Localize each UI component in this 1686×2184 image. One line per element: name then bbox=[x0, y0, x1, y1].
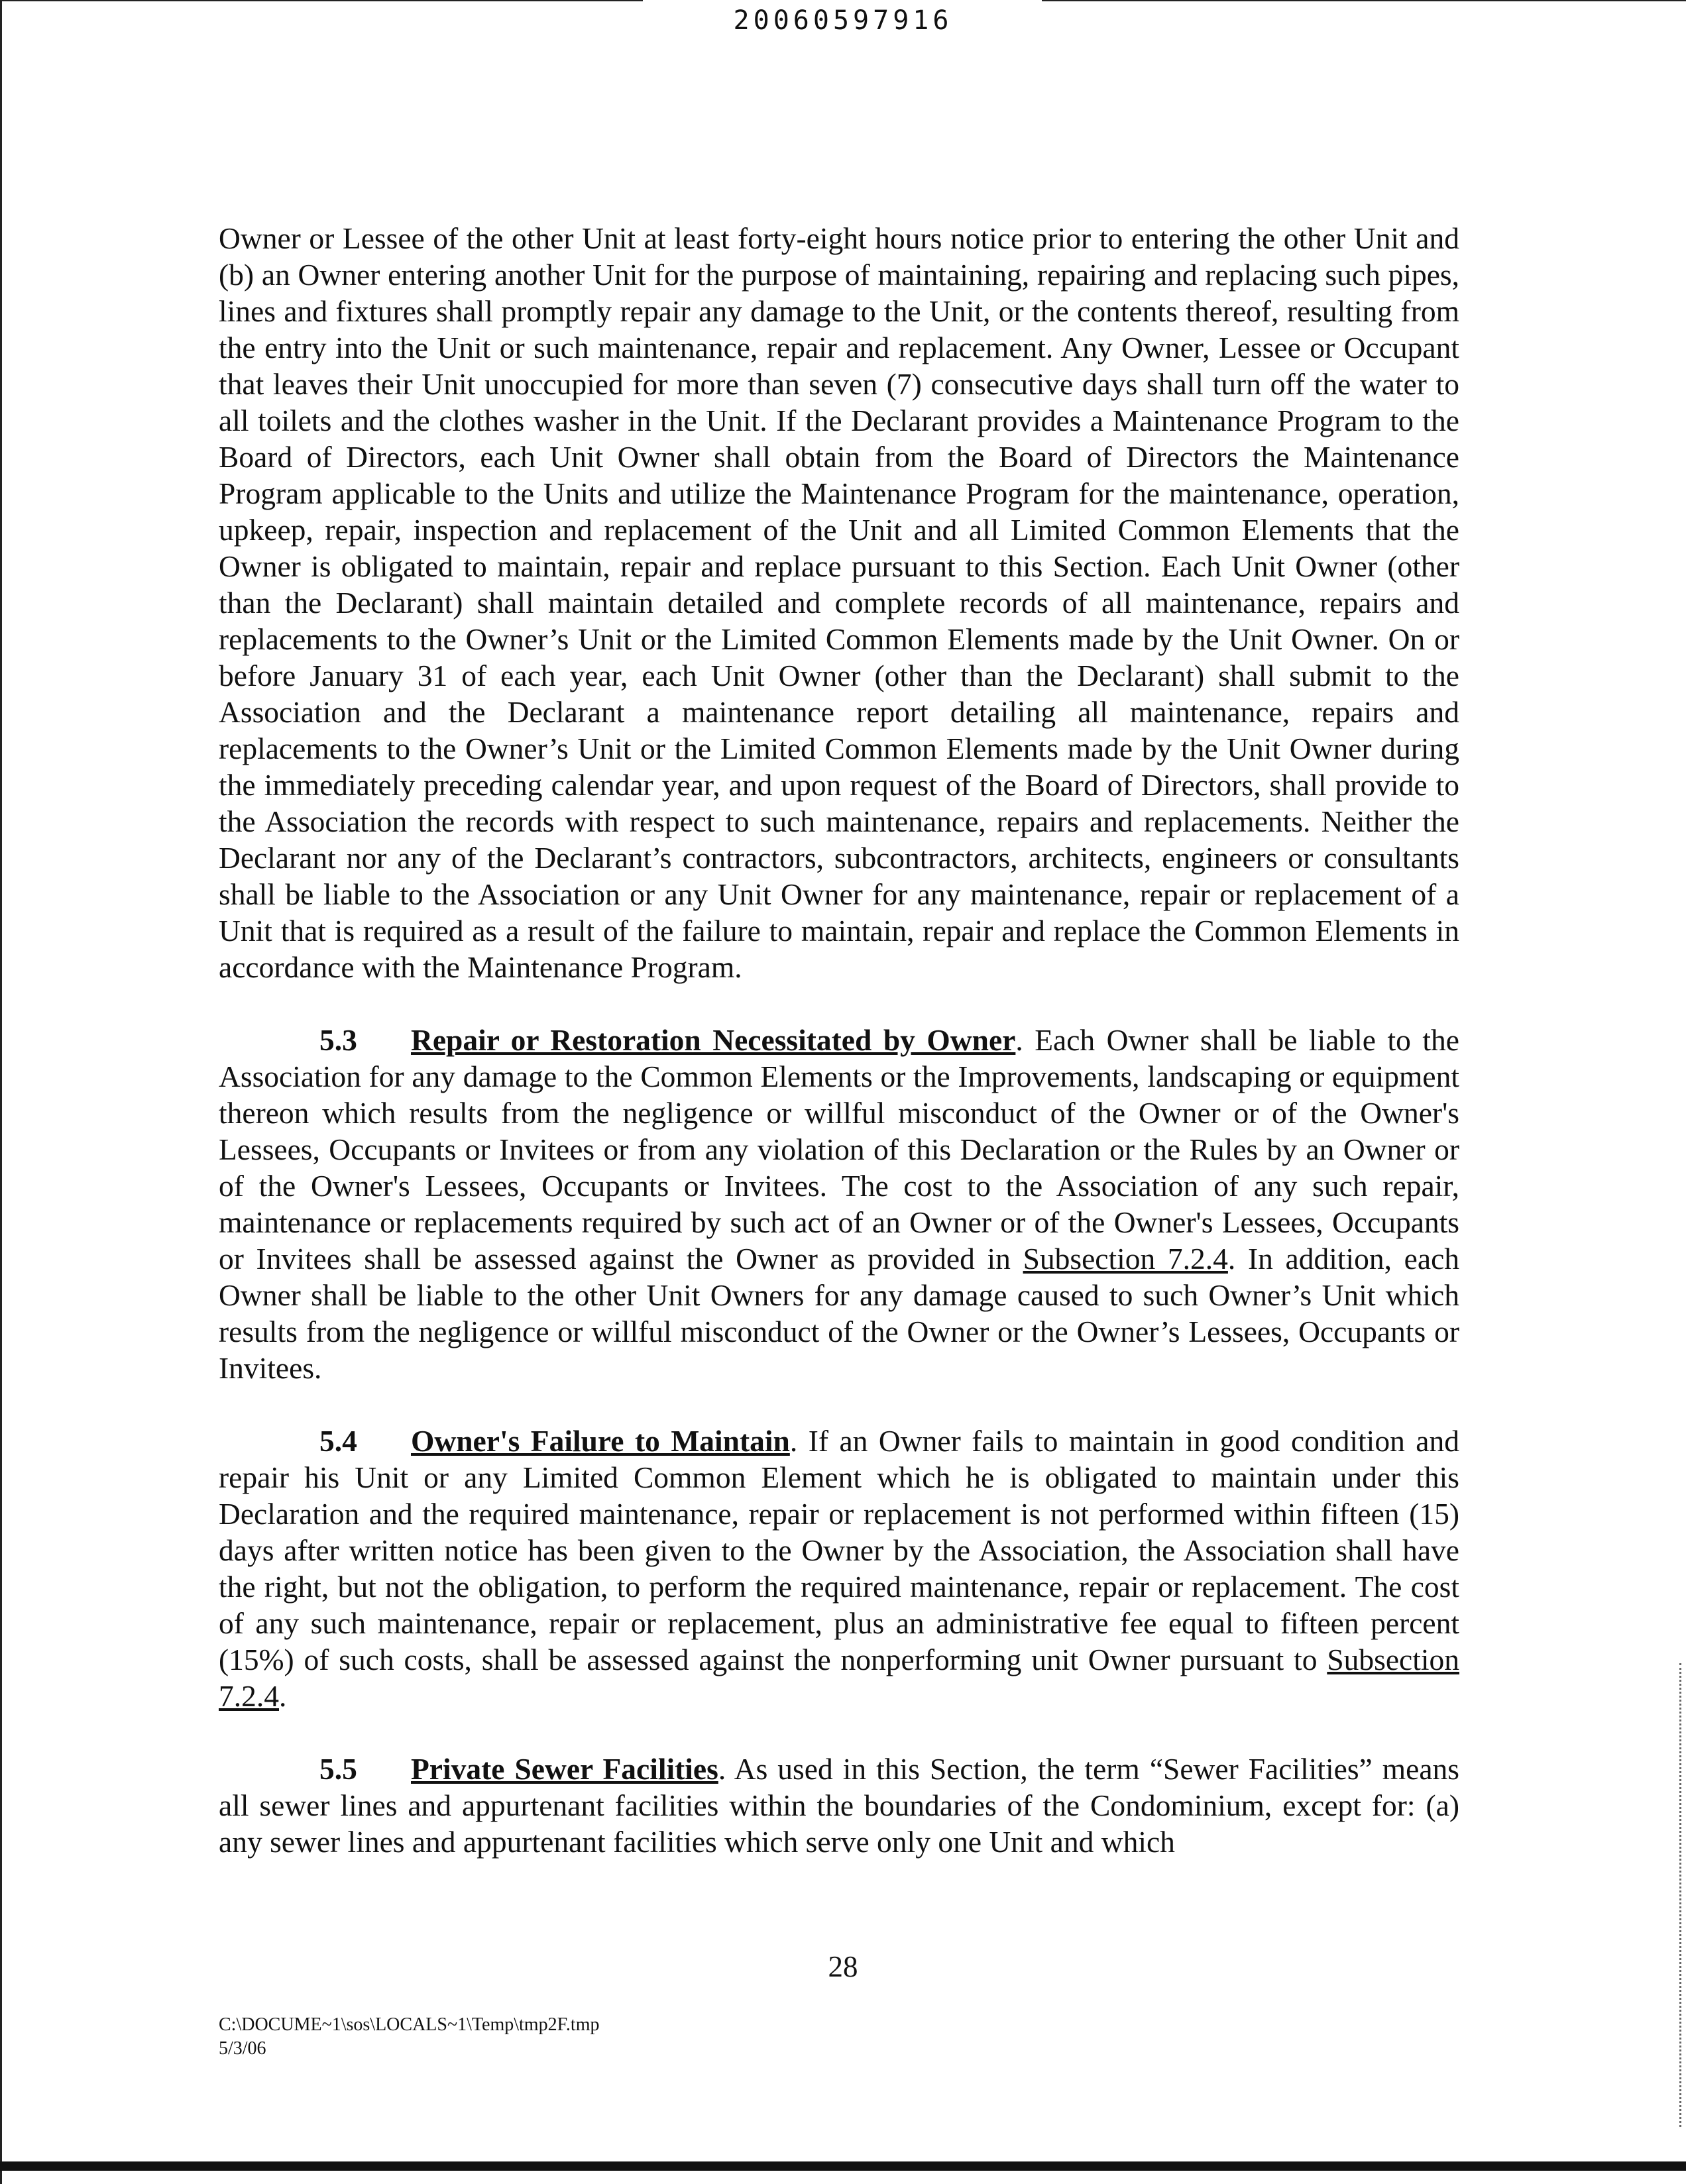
print-date: 5/3/06 bbox=[219, 2038, 266, 2059]
document-number: 20060597916 bbox=[733, 5, 953, 36]
page-body bbox=[219, 220, 1459, 1860]
scan-edge-marks bbox=[1679, 1663, 1683, 2127]
section-5-4 bbox=[219, 1423, 1459, 1714]
section-text: . In addition, each Owner shall be liable to the other Unit Owners for any damage caused to such Owner’s Unit which results from the negligence or willful misconduct of the Owner or the Owner’s Lessees, Occupants or Invitees. bbox=[219, 1242, 1460, 1385]
page-number: 28 bbox=[828, 1950, 858, 1983]
section-number: 5.4 bbox=[319, 1424, 357, 1458]
section-5-5 bbox=[219, 1751, 1459, 1860]
subsection-reference: Subsection 7.2.4 bbox=[1023, 1242, 1228, 1276]
section-title: Owner's Failure to Maintain bbox=[411, 1424, 790, 1458]
scan-border-bottom bbox=[0, 2161, 1686, 2171]
section-text: . As used in this Section, the term “Sewer Facilities” means all sewer lines and appurtenant facilities within the boundaries of the Condominium, except for: (a) any sewer lines and appurtenant facilities which serve only one Unit and which bbox=[219, 1752, 1460, 1859]
section-number: 5.3 bbox=[319, 1023, 357, 1057]
section-title: Private Sewer Facilities bbox=[411, 1752, 718, 1786]
section-number: 5.5 bbox=[319, 1752, 357, 1786]
scan-border-top-left bbox=[0, 0, 643, 1]
section-title: Repair or Restoration Necessitated by Owner bbox=[411, 1023, 1016, 1057]
section-5-3 bbox=[219, 1022, 1459, 1386]
section-text: . If an Owner fails to maintain in good condition and repair his Unit or any Limited Common Element which he is obligated to maintain under this Declaration and the required maintenance, repair or replacement is not performed within fifteen (15) days after written notice has been given to the Owner by the Association, the Association shall have the right, but not the obligation, to perform the required maintenance, repair or replacement. The cost of any such maintenance, repair or replacement, plus an administrative fee equal to fifteen percent (15%) of such costs, shall be assessed against the nonperforming unit Owner pursuant to bbox=[219, 1424, 1460, 1676]
section-text: . Each Owner shall be liable to the Association for any damage to the Common Elements or the Improvements, landscaping or equipment thereon which results from the negligence or willful misconduct of the Owner or of the Owner's Lessees, Occupants or Invitees or from any violation of this Declaration or the Rules by an Owner or of the Owner's Lessees, Occupants or Invitees. The cost to the Association of any such repair, maintenance or replacements required by such act of an Owner or of the Owner's Lessees, Occupants or Invitees shall be assessed against the Owner as provided in bbox=[219, 1023, 1459, 1276]
scan-border-top-right bbox=[1042, 0, 1686, 1]
file-path: C:\DOCUME~1\sos\LOCALS~1\Temp\tmp2F.tmp bbox=[219, 2014, 600, 2035]
subsection-reference: Subsection 7.2.4 bbox=[219, 1643, 1459, 1713]
continued-paragraph: Owner or Lessee of the other Unit at least forty-eight hours notice prior to entering the other Unit and (b) an Owner entering another Unit for the purpose of maintaining, repairing and replacing such pipes, lines and fixtures shall promptly repair any damage to the Unit, or the contents thereof, resulting from the entry into the Unit or such maintenance, repair and replacement. Any Owner, Lessee or Occupant that leaves their Unit unoccupied for more than seven (7) consecutive days shall turn off the water to all toilets and the clothes washer in the Unit. If the Declarant provides a Maintenance Program to the Board of Directors, each Unit Owner shall obtain from the Board of Directors the Maintenance Program applicable to the Units and utilize the Maintenance Program for the maintenance, operation, upkeep, repair, inspection and replacement of the Unit and all Limited Common Elements that the Owner is obligated to maintain, repair and replace pursuant to this Section. Each Unit Owner (other than the Declarant) shall maintain detailed and complete records of all maintenance, repairs and replacements to the Owner’s Unit or the Limited Common Elements made by the Unit Owner. On or before January 31 of each year, each Unit Owner (other than the Declarant) shall submit to the Association and the Declarant a maintenance report detailing all maintenance, repairs and replacements to the Owner’s Unit or the Limited Common Elements made by the Unit Owner during the immediately preceding calendar year, and upon request of the Board of Directors, shall provide to the Association the records with respect to such maintenance, repairs and replacements. Neither the Declarant nor any of the Declarant’s contractors, subcontractors, architects, engineers or consultants shall be liable to the Association or any Unit Owner for any maintenance, repair or replacement of a Unit that is required as a result of the failure to maintain, repair and replace the Common Elements in accordance with the Maintenance Program. bbox=[219, 221, 1459, 984]
scan-border-left bbox=[0, 0, 2, 2184]
section-text: . bbox=[279, 1679, 287, 1713]
footer-metadata bbox=[219, 2013, 599, 2061]
